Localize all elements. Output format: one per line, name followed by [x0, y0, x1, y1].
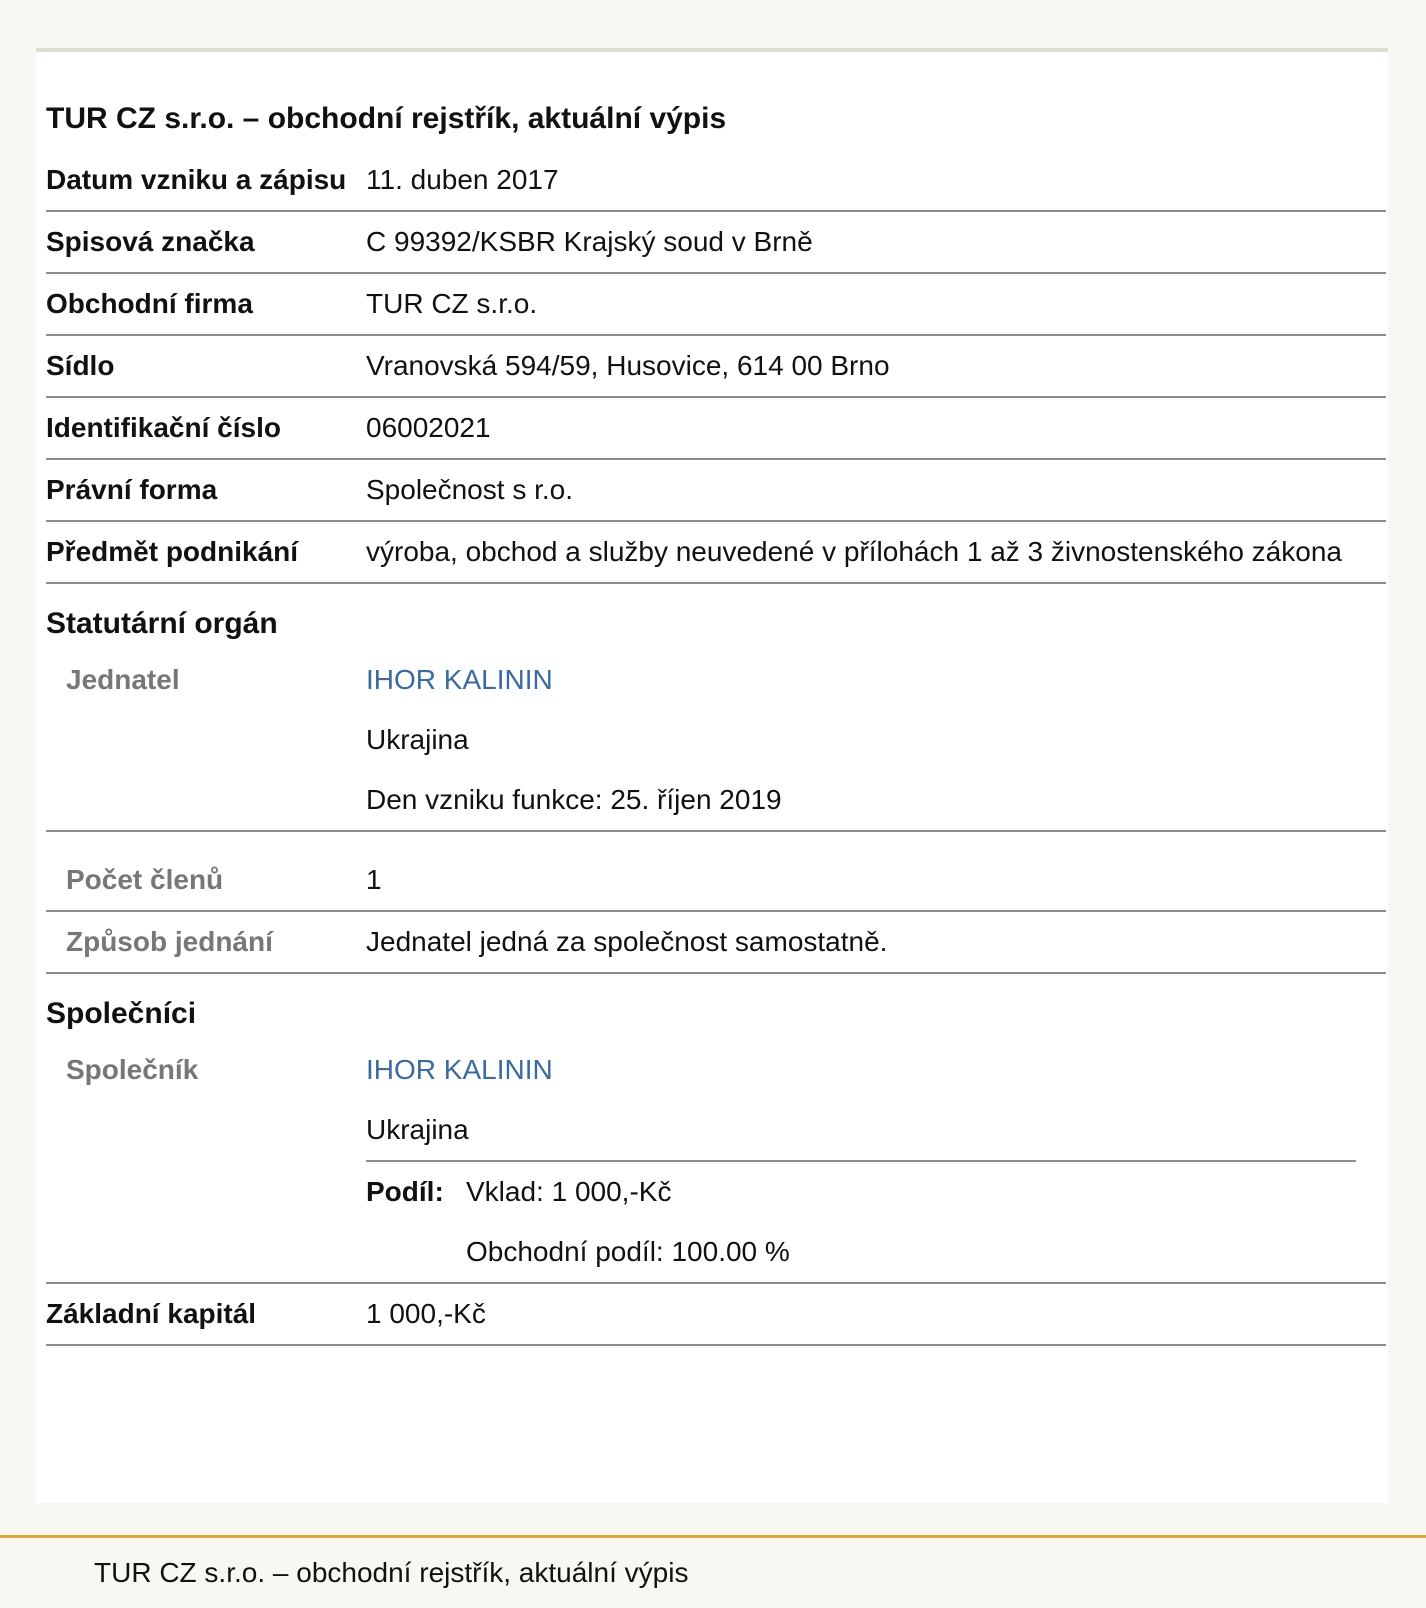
jednatel-label: Jednatel	[66, 664, 180, 695]
spolecnik-country: Ukrajina	[366, 1114, 469, 1145]
row-pravni-forma	[46, 460, 1386, 522]
row-zakladni-kapital	[46, 1284, 1386, 1346]
spolecnik-name-link[interactable]: IHOR KALININ	[366, 1054, 553, 1085]
row-pocet-clenu	[46, 850, 1386, 912]
page-title: TUR CZ s.r.o. – obchodní rejstřík, aktuální výpis	[46, 102, 727, 135]
spis-label: Spisová značka	[46, 226, 255, 257]
pocet-label: Počet členů	[66, 864, 224, 895]
spolecnik-label: Společník	[66, 1054, 199, 1085]
kapital-value: 1 000,-Kč	[366, 1298, 486, 1329]
footer-title: TUR CZ s.r.o. – obchodní rejstřík, aktuální výpis	[94, 1557, 689, 1588]
spis-value: C 99392/KSBR Krajský soud v Brně	[366, 226, 813, 257]
firma-label: Obchodní firma	[46, 288, 253, 319]
section-spolecnici: Společníci	[46, 997, 197, 1030]
row-identifikacni-cislo	[46, 398, 1386, 460]
sidlo-value: Vranovská 594/59, Husovice, 614 00 Brno	[366, 350, 890, 381]
datum-label: Datum vzniku a zápisu	[46, 164, 347, 195]
pravni-label: Právní forma	[46, 474, 218, 505]
jednatel-name-link[interactable]: IHOR KALININ	[366, 664, 553, 695]
predmet-value: výroba, obchod a služby neuvedené v přílohách 1 až 3 živnostenského zákona	[366, 536, 1342, 567]
row-datum-vzniku	[46, 150, 1386, 212]
vklad-value: Vklad: 1 000,-Kč	[466, 1176, 672, 1207]
zpusob-value: Jednatel jedná za společnost samostatně.	[366, 926, 888, 957]
share-values	[466, 1162, 790, 1282]
ic-label: Identifikační číslo	[46, 412, 281, 443]
section-statutarni-organ: Statutární orgán	[46, 607, 278, 640]
register-table	[46, 150, 1386, 1346]
row-spisova-znacka	[46, 212, 1386, 274]
row-zpusob-jednani	[46, 912, 1386, 974]
sidlo-label: Sídlo	[46, 350, 115, 381]
datum-value: 11. duben 2017	[366, 164, 559, 195]
jednatel-details	[366, 650, 1386, 830]
row-obchodni-firma	[46, 274, 1386, 336]
firma-value: TUR CZ s.r.o.	[366, 288, 538, 319]
register-card	[36, 48, 1388, 1503]
share-block	[366, 1160, 1356, 1282]
pocet-value: 1	[366, 864, 382, 895]
row-spolecnik	[46, 1040, 1386, 1284]
ic-value: 06002021	[366, 412, 491, 443]
predmet-label: Předmět podnikání	[46, 536, 299, 567]
footer-divider	[0, 1535, 1426, 1538]
jednatel-country: Ukrajina	[366, 724, 469, 755]
kapital-label: Základní kapitál	[46, 1298, 257, 1329]
spolecnik-details	[366, 1040, 1386, 1282]
pravni-value: Společnost s r.o.	[366, 474, 574, 505]
row-sidlo	[46, 336, 1386, 398]
zpusob-label: Způsob jednání	[66, 926, 273, 957]
row-jednatel	[46, 650, 1386, 832]
spacer	[46, 832, 1386, 850]
podil-label: Podíl:	[366, 1176, 444, 1207]
jednatel-since: Den vzniku funkce: 25. říjen 2019	[366, 784, 782, 815]
row-predmet-podnikani	[46, 522, 1386, 584]
obchodni-podil-value: Obchodní podíl: 100.00 %	[466, 1236, 790, 1267]
